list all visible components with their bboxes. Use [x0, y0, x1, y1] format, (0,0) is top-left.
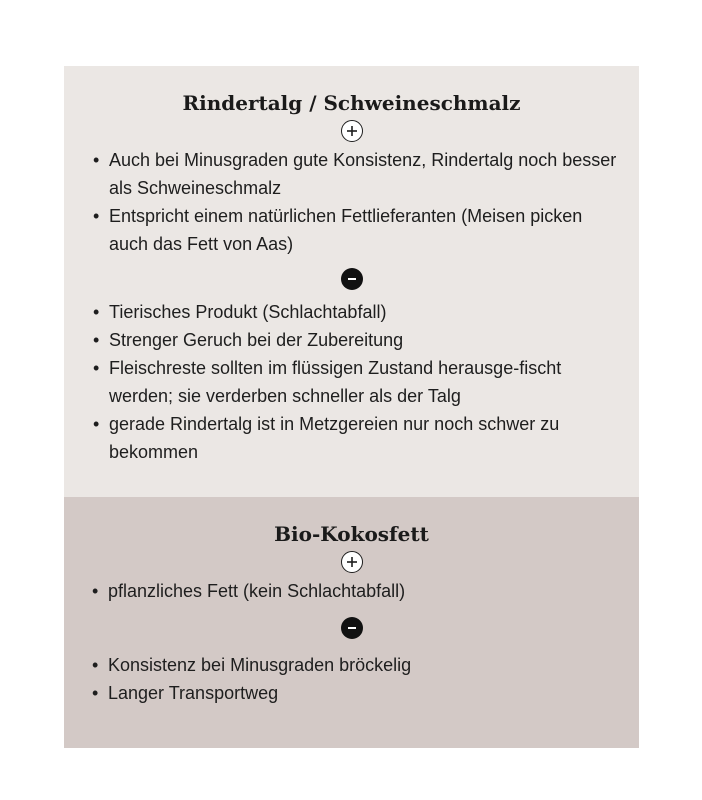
pro-marker-row	[64, 549, 639, 575]
minus-circle-icon	[341, 268, 363, 290]
contra-list	[64, 651, 639, 707]
plus-circle-icon	[341, 551, 363, 573]
comparison-card	[64, 66, 639, 748]
section-kokosfett	[64, 497, 639, 748]
contra-list	[64, 298, 639, 466]
section-title: Bio-Kokosfett	[274, 522, 429, 546]
contra-item: • Konsistenz bei Minusgraden bröckelig	[64, 651, 639, 679]
pro-list	[64, 577, 639, 605]
pro-item: • Auch bei Minusgraden gute Konsistenz, Rindertalg noch besser als Schweineschmalz	[64, 146, 639, 202]
plus-circle-icon	[341, 120, 363, 142]
contra-item: • Strenger Geruch bei der Zubereitung	[64, 326, 639, 354]
pro-item: • Entspricht einem natürlichen Fettlieferanten (Meisen picken auch das Fett von Aas)	[64, 202, 639, 258]
pro-item: • pflanzliches Fett (kein Schlachtabfall)	[64, 577, 639, 605]
pro-list	[64, 146, 639, 258]
section-title: Rindertalg / Schweineschmalz	[182, 91, 521, 115]
contra-item: • Langer Transportweg	[64, 679, 639, 707]
contra-item: • Tierisches Produkt (Schlachtabfall)	[64, 298, 639, 326]
minus-circle-icon	[341, 617, 363, 639]
contra-item: • gerade Rindertalg ist in Metzgereien nur noch schwer zu bekommen	[64, 410, 639, 466]
contra-item: • Fleischreste sollten im flüssigen Zustand herausge-fischt werden; sie verderben schneller als der Talg	[64, 354, 639, 410]
section-rindertalg	[64, 66, 639, 497]
contra-marker-row	[64, 615, 639, 641]
contra-marker-row	[64, 266, 639, 292]
pro-marker-row	[64, 118, 639, 144]
